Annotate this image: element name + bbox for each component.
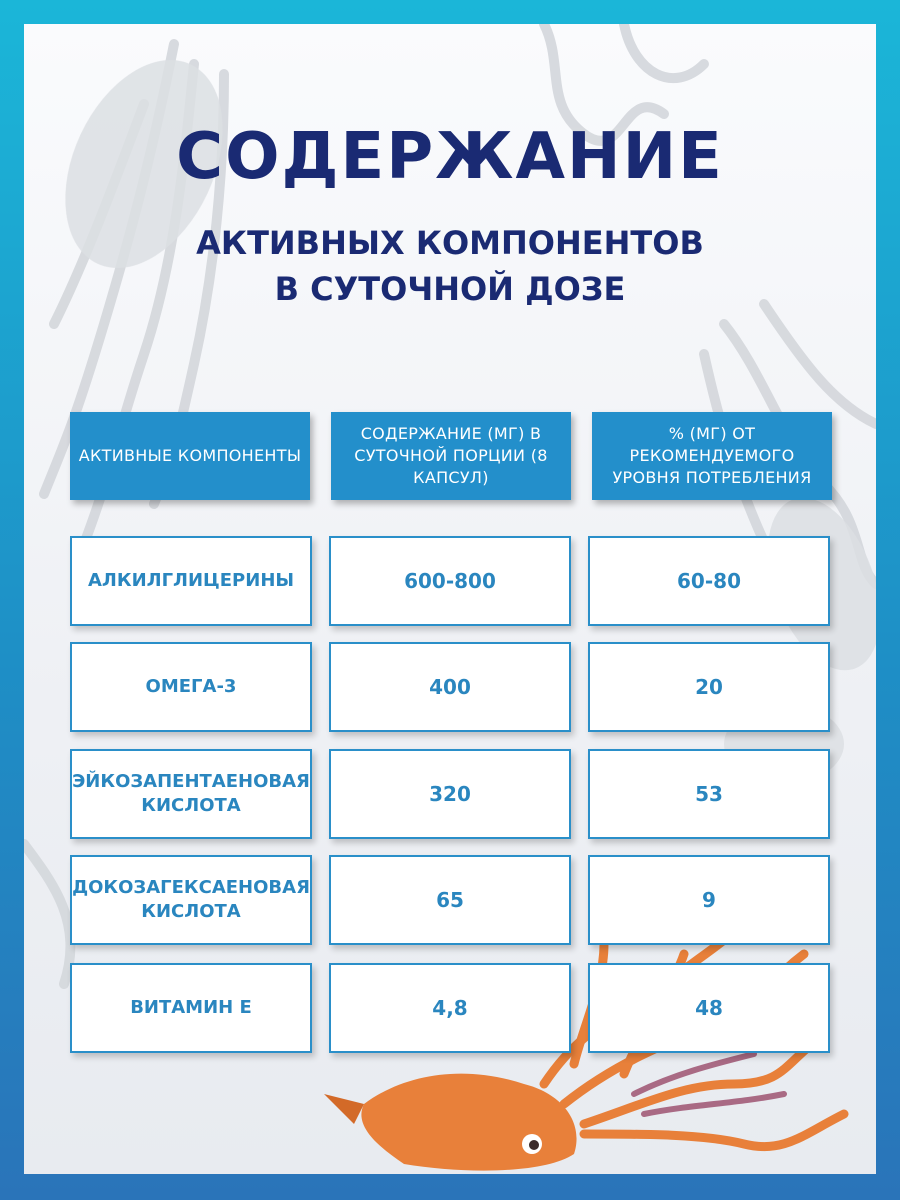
table-row-1-amount: 600-800 xyxy=(329,536,571,626)
subtitle-line-1: АКТИВНЫХ КОМПОНЕНТОВ xyxy=(196,224,704,262)
table-row-5-amount: 4,8 xyxy=(329,963,571,1053)
table-row-4-percent: 9 xyxy=(588,855,830,945)
table-row-5-percent: 48 xyxy=(588,963,830,1053)
header-components: АКТИВНЫЕ КОМПОНЕНТЫ xyxy=(70,412,310,500)
header-percent: % (МГ) ОТ РЕКОМЕНДУЕМОГО УРОВНЯ ПОТРЕБЛЕНИЯ xyxy=(592,412,832,500)
table-row-4-component: ДОКОЗАГЕКСАЕНОВАЯ КИСЛОТА xyxy=(70,855,312,945)
table-row-3-component: ЭЙКОЗАПЕНТАЕНОВАЯ КИСЛОТА xyxy=(70,749,312,839)
table-row-4-amount: 65 xyxy=(329,855,571,945)
poster-panel xyxy=(24,24,876,1174)
table-row-1-component: АЛКИЛГЛИЦЕРИНЫ xyxy=(70,536,312,626)
page-subtitle xyxy=(24,220,876,312)
subtitle-line-2: В СУТОЧНОЙ ДОЗЕ xyxy=(274,270,626,308)
table-row-2-component: ОМЕГА-3 xyxy=(70,642,312,732)
table-row-2-amount: 400 xyxy=(329,642,571,732)
table-row-3-amount: 320 xyxy=(329,749,571,839)
page-title: СОДЕРЖАНИЕ xyxy=(176,120,724,194)
table-row-2-percent: 20 xyxy=(588,642,830,732)
table-row-1-percent: 60-80 xyxy=(588,536,830,626)
header-amount: СОДЕРЖАНИЕ (МГ) В СУТОЧНОЙ ПОРЦИИ (8 КАПСУЛ) xyxy=(331,412,571,500)
table-row-5-component: ВИТАМИН Е xyxy=(70,963,312,1053)
table-row-3-percent: 53 xyxy=(588,749,830,839)
